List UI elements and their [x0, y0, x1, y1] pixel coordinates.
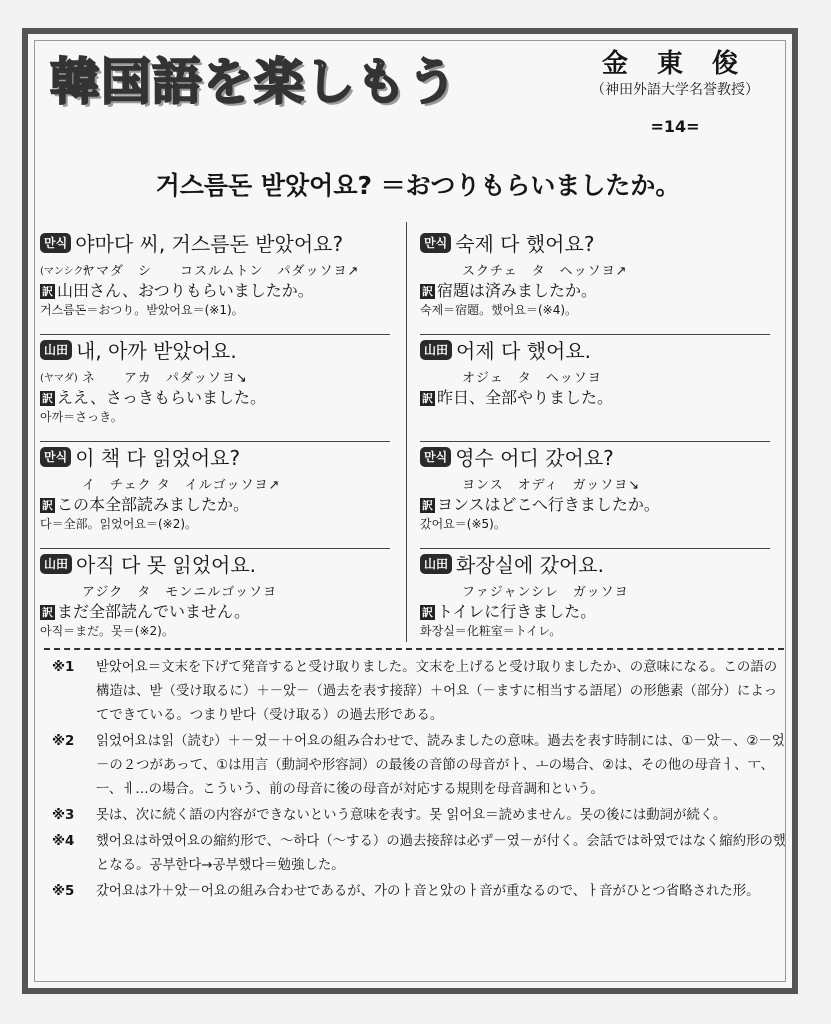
- korean-line: 숙제 다 했어요?: [455, 232, 595, 256]
- note-mark: ※2: [52, 734, 75, 749]
- grammar-note: [52, 656, 786, 728]
- issue-number: =14=: [650, 117, 700, 136]
- grammar-note: [52, 804, 786, 828]
- translation-mark: 訳: [42, 606, 53, 619]
- author-name: 金 東 俊: [601, 49, 749, 79]
- speaker-tag: 山田: [420, 340, 452, 360]
- left-dialogue-column: [40, 228, 390, 655]
- japanese-translation: ええ、さっきもらいました。: [57, 388, 266, 407]
- note-mark: ※4: [52, 834, 75, 849]
- translation-mark: 訳: [42, 392, 53, 405]
- kana-reading: アジク タ モンニルゴッソヨ: [82, 584, 277, 600]
- grammar-note: [52, 730, 786, 802]
- vocab-note: 아까＝さっき。: [40, 410, 123, 424]
- author-block: [560, 48, 790, 138]
- dialogue-entry: [420, 441, 770, 548]
- vocab-note: 숙제＝宿題。했어요＝(※4)。: [420, 303, 578, 317]
- translation-mark: 訳: [422, 499, 433, 512]
- kana-reading: ネ アカ パダッソヨ↘: [82, 370, 248, 386]
- vocab-note: 아직＝まだ。못＝(※2)。: [40, 624, 174, 638]
- korean-line: 어제 다 했어요.: [456, 339, 592, 363]
- kana-reading: ヨンス オディ ガッソヨ↘: [462, 477, 641, 493]
- japanese-translation: この本全部読みましたか。: [57, 495, 250, 514]
- korean-line: 화장실에 갔어요.: [456, 553, 604, 577]
- author-affiliation: （神田外語大学名誉教授）: [591, 82, 759, 98]
- note-mark: ※5: [52, 884, 75, 899]
- speaker-reading: (マンシク): [40, 265, 88, 277]
- speaker-tag: 山田: [40, 554, 72, 574]
- translation-mark: 訳: [42, 285, 53, 298]
- dialogue-entry: [420, 334, 770, 441]
- speaker-reading: (ヤマダ): [40, 372, 78, 384]
- korean-line: 아직 다 못 읽었어요.: [76, 553, 257, 577]
- grammar-note: [52, 830, 786, 878]
- speaker-tag: 山田: [40, 340, 72, 360]
- note-text: 갔어요は가＋았－어요の組み合わせであるが、가のㅏ音と았のㅏ音が重なるので、ㅏ音がひとつ省略された形。: [96, 884, 760, 899]
- korean-line: 이 책 다 읽었어요?: [75, 446, 241, 470]
- note-text: 읽었어요は읽（読む）＋－었－＋어요の組み合わせで、読みましたの意味。過去を表す時制には、①－았－、②－었－の２つがあって、①は用言（動詞や形容詞）の最後の音節の母音がㅏ、ㅗの場合、②は、その他の母音ㅓ、ㅜ、ㅡ、ㅔ…の場合。こういう、前の母音に後の母音が対応する規則を母音調和という。: [96, 734, 785, 797]
- japanese-translation: ヨンスはどこへ行きましたか。: [437, 495, 660, 514]
- dialogue-entry: [40, 548, 390, 655]
- translation-mark: 訳: [422, 392, 433, 405]
- japanese-translation: 山田さん、おつりもらいましたか。: [57, 281, 314, 300]
- vocab-note: 갔어요＝(※5)。: [420, 517, 506, 531]
- japanese-translation: 昨日、全部やりました。: [437, 388, 614, 407]
- speaker-tag: 만식: [40, 447, 71, 467]
- japanese-translation: まだ全部読んでいません。: [57, 602, 250, 621]
- column-logo: 韓国語を楽しもう: [50, 53, 458, 111]
- note-mark: ※3: [52, 808, 75, 823]
- japanese-translation: 宿題は済みましたか。: [437, 281, 598, 300]
- note-mark: ※1: [52, 660, 75, 675]
- dialogue-entry: [40, 441, 390, 548]
- dialogue-entry: [420, 228, 770, 334]
- dialogue-entry: [40, 228, 390, 334]
- translation-mark: 訳: [422, 606, 433, 619]
- dialogue-entry: [40, 334, 390, 441]
- speaker-tag: 山田: [420, 554, 452, 574]
- vocab-note: 화장실＝化粧室＝トイレ。: [420, 624, 562, 638]
- note-text: 했어요は하였어요の縮約形で、～하다（～する）の過去接辞は必ず－였－が付く。会話では하였ではなく縮約形の했となる。공부한다→공부했다＝勉強した。: [96, 834, 786, 873]
- kana-reading: オジェ タ ヘッソヨ: [462, 370, 602, 386]
- korean-line: 내, 아까 받았어요.: [76, 339, 237, 363]
- kana-reading: ヤマダ シ コスルムトン パダッソヨ↗: [82, 263, 360, 279]
- kana-reading: ファジャンシレ ガッソヨ: [462, 584, 629, 600]
- notes-divider: [44, 648, 784, 650]
- translation-mark: 訳: [42, 499, 53, 512]
- column-divider: [406, 222, 407, 642]
- japanese-translation: トイレに行きました。: [437, 602, 597, 621]
- speaker-tag: 만식: [40, 233, 71, 253]
- right-dialogue-column: [420, 228, 770, 655]
- korean-line: 영수 어디 갔어요?: [455, 446, 614, 470]
- kana-reading: スクチェ タ ヘッソヨ↗: [462, 263, 628, 279]
- speaker-tag: 만식: [420, 233, 451, 253]
- kana-reading: イ チェク タ イルゴッソヨ↗: [82, 477, 281, 493]
- grammar-notes: [52, 656, 786, 906]
- vocab-note: 거스름돈＝おつり。받았어요＝(※1)。: [40, 303, 244, 317]
- note-text: 못は、次に続く語の内容ができないという意味を表す。못 읽어요＝読めません。못の後には動詞が続く。: [96, 808, 727, 823]
- vocab-note: 다＝全部。읽었어요＝(※2)。: [40, 517, 198, 531]
- lesson-headline: 거스름돈 받았어요? ＝おつりもらいましたか。: [155, 171, 681, 200]
- korean-line: 야마다 씨, 거스름돈 받았어요?: [75, 232, 344, 256]
- grammar-note: [52, 880, 786, 904]
- speaker-tag: 만식: [420, 447, 451, 467]
- dialogue-entry: [420, 548, 770, 655]
- note-text: 받았어요＝文末を下げて発音すると受け取りました。文末を上げると受け取りましたか、の意味になる。この語の構造は、받（受け取るに）＋－았－（過去を表す接辞）＋어요（－ますに相当する語尾）の形態素（部分）によってできている。つまり받다（受け取る）の過去形である。: [96, 660, 778, 723]
- translation-mark: 訳: [422, 285, 433, 298]
